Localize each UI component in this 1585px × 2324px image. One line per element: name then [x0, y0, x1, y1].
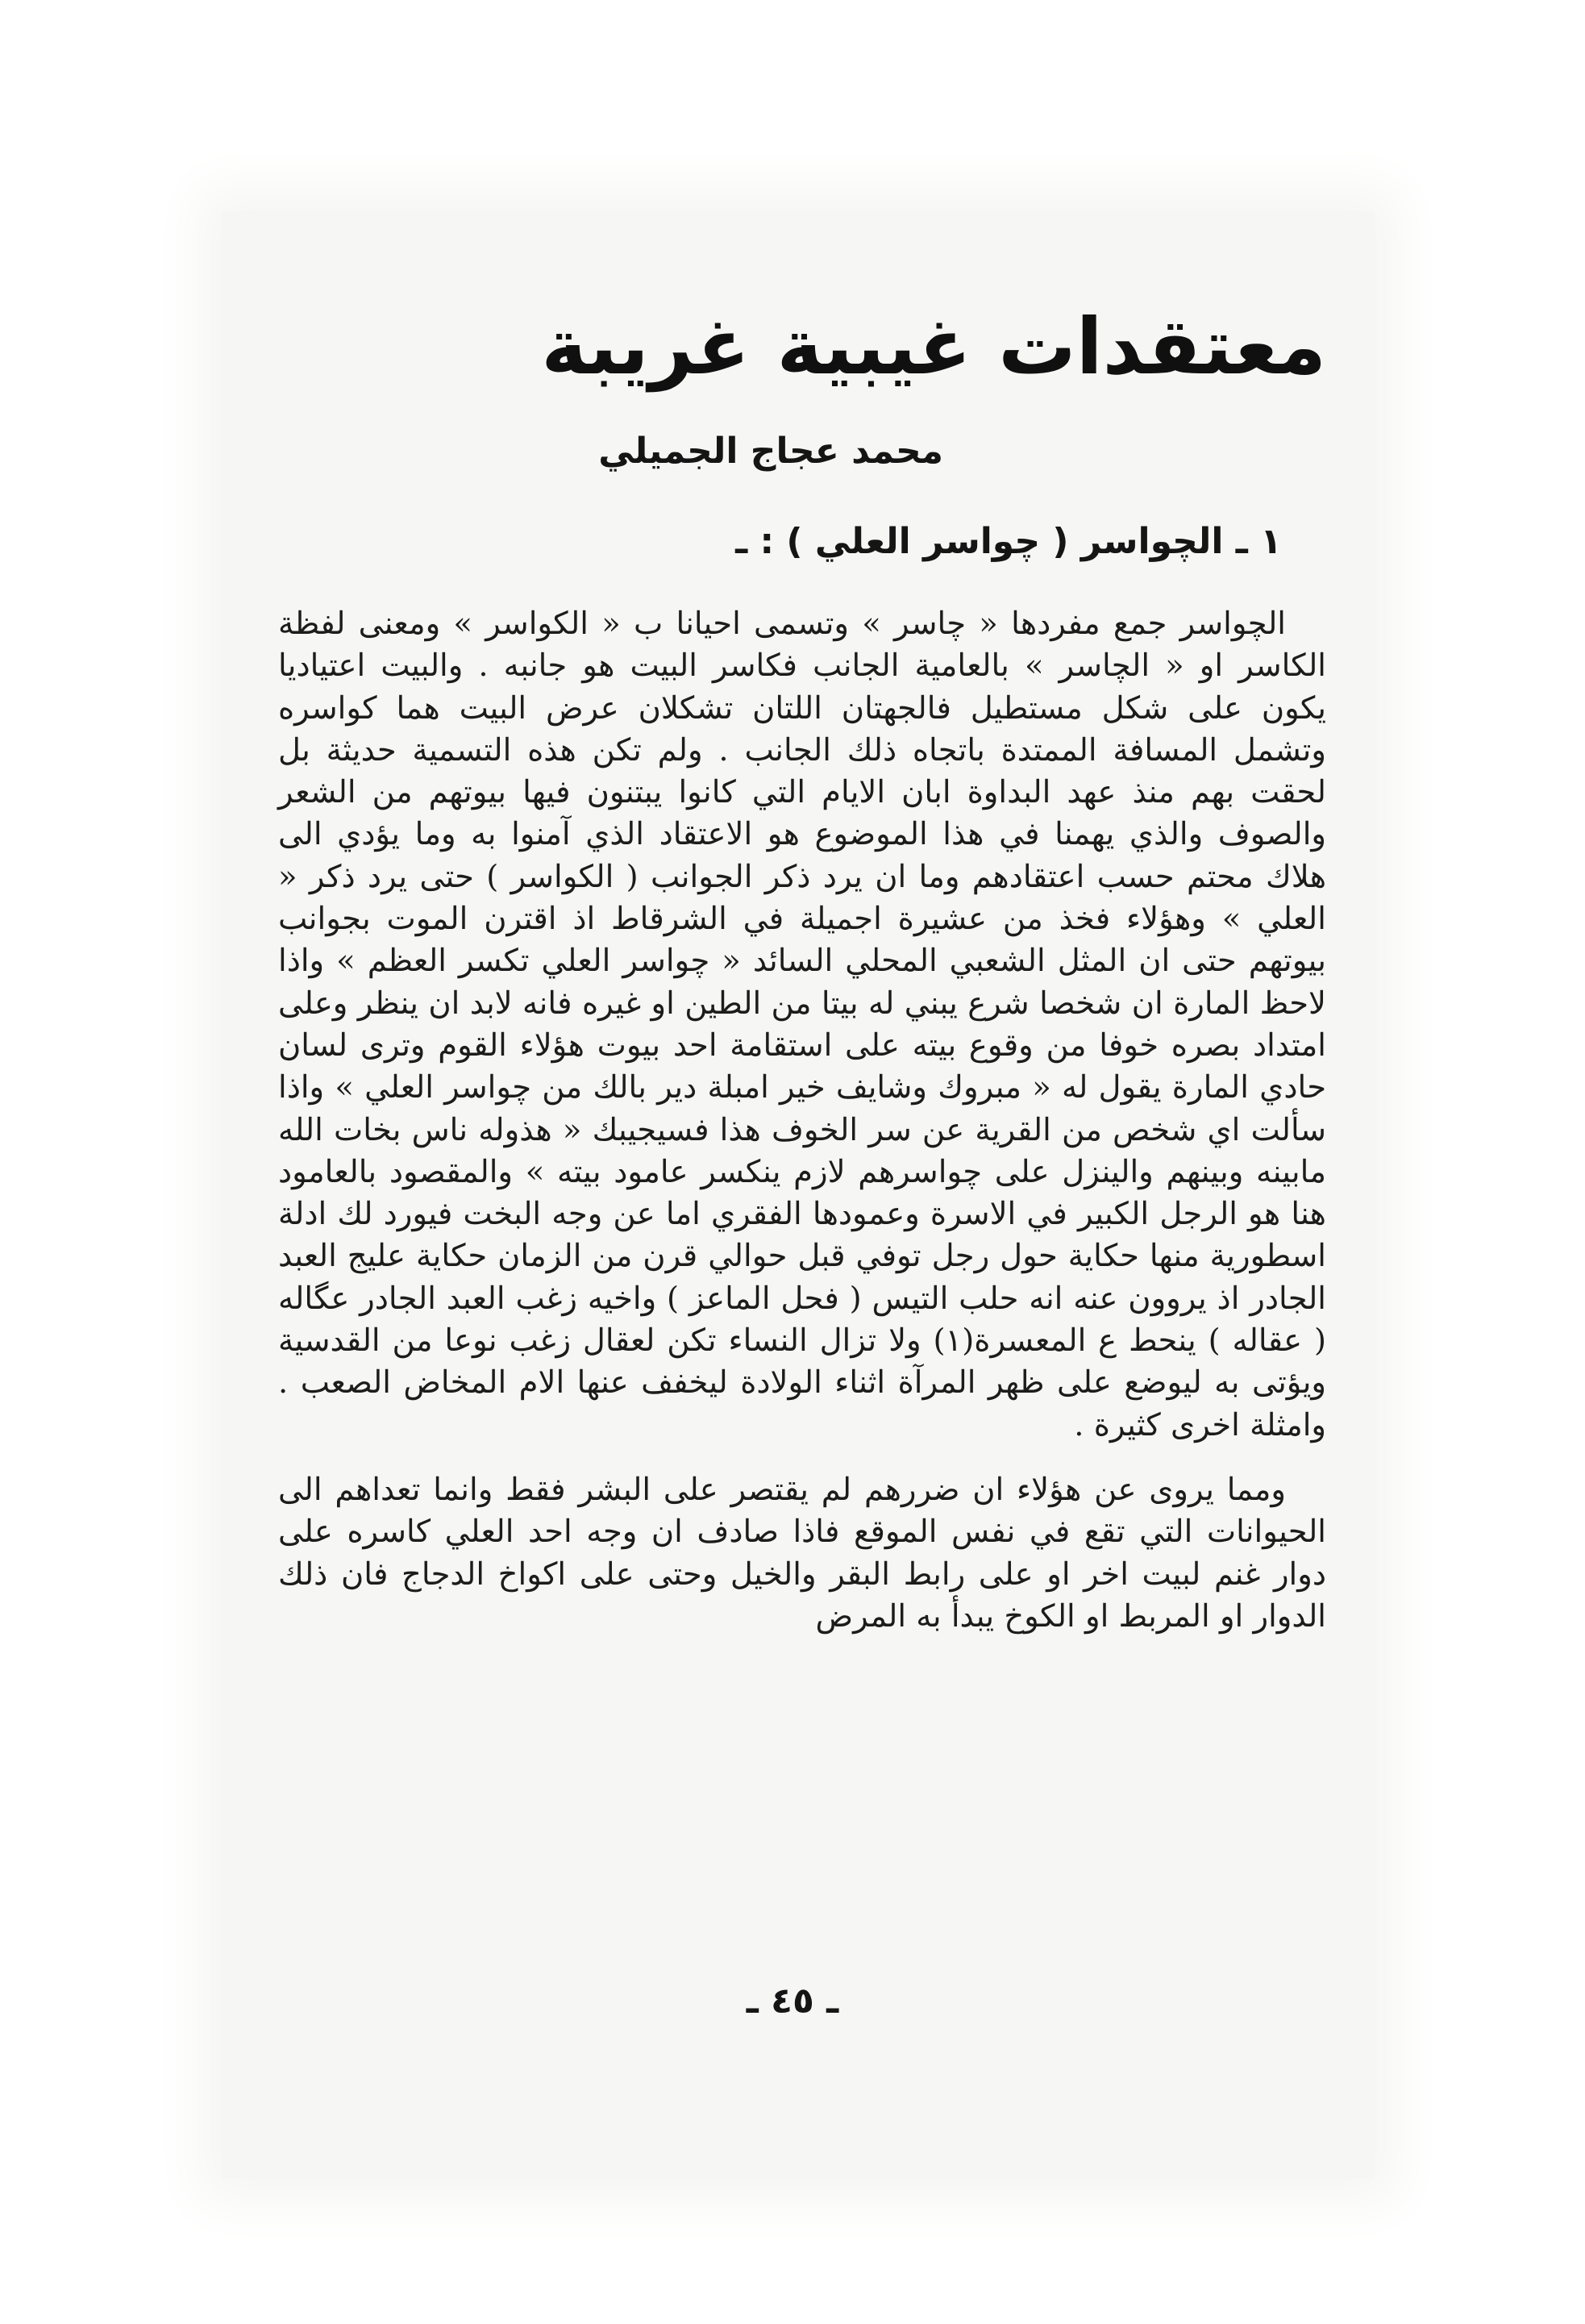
paragraph: الچواسر جمع مفردها « چاسر » وتسمى احيانا ب « الكواسر » ومعنى لفظة الكاسر او « الچاسر » بالعامية الجانب فكاسر البيت هو جانبه . والبيت اعتياديا يكون على شكل مستطيل فالجهتان اللتان تشكلان عرض البيت هما كواسره وتشمل المسافة الممتدة باتجاه ذلك الجانب . ولم تكن هذه التسمية حديثة بل لحقت بهم منذ عهد البداوة ابان الايام التي كانوا يبتنون فيها بيوتهم من الشعر والصوف والذي يهمنا في هذا الموضوع هو الاعتقاد الذي آمنوا به وما يؤدي الى هلاك محتم حسب اعتقادهم وما ان يرد ذكر الجوانب ( الكواسر ) حتى يرد ذكر « العلي » وهؤلاء فخذ من عشيرة اجميلة في الشرقاط اذ اقترن الموت بجوانب بيوتهم حتى ان المثل الشعبي المحلي السائد « چواسر العلي تكسر العظم » واذا لاحظ المارة ان شخصا شرع يبني له بيتا من الطين او غيره فانه لابد ان ينظر وعلى امتداد بصره خوفا من وقوع بيته على استقامة احد بيوت هؤلاء القوم وترى لسان حادي المارة يقول له « مبروك وشايف خير امبلة دير بالك من چواسر العلي » واذا سألت اي شخص من القرية عن سر الخوف هذا فسيجيبك « هذوله ناس بخات الله مابينه وبينهم والينزل على چواسرهم لازم ينكسر عامود بيته » والمقصود بالعامود هنا هو الرجل الكبير في الاسرة وعمودها الفقري اما عن وجه البخت فيورد لك ادلة اسطورية منها حكاية حول رجل توفي قبل حوالي قرن من الزمان حكاية عليج العبد الجادر اذ يروون عنه انه حلب التيس ( فحل الماعز ) واخيه زغب العبد الجادر عگاله ( عقاله ) ينحط ع المعسرة(١) ولا تزال النساء تكن لعقال زغب نوعا من القدسية ويؤتى به ليوضع على ظهر المرآة اثناء الولادة ليخفف عنها الام المخاض الصعب . وامثلة اخرى كثيرة . — [278, 606, 1326, 1443]
section-heading: ١ ـ الچواسر ( چواسر العلي ) : ـ — [735, 521, 1282, 562]
article-title: معتقدات غيبية غريبة — [541, 302, 1326, 392]
article-author: محمد عجاج الجميلي — [598, 431, 943, 472]
paragraph: ومما يروى عن هؤلاء ان ضررهم لم يقتصر على البشر فقط وانما تعداهم الى الحيوانات التي تقع في نفس الموقع فاذا صادف ان وجه احد العلي كاسره على دوار غنم لبيت اخر او على رابط البقر والخيل وحتى على اكواخ الدجاج فان ذلك الدوار او المربط او الكوخ يبدأ به المرض — [278, 1471, 1326, 1635]
page-number: ـ ٤٥ ـ — [746, 1980, 839, 2022]
article — [278, 298, 1326, 1638]
